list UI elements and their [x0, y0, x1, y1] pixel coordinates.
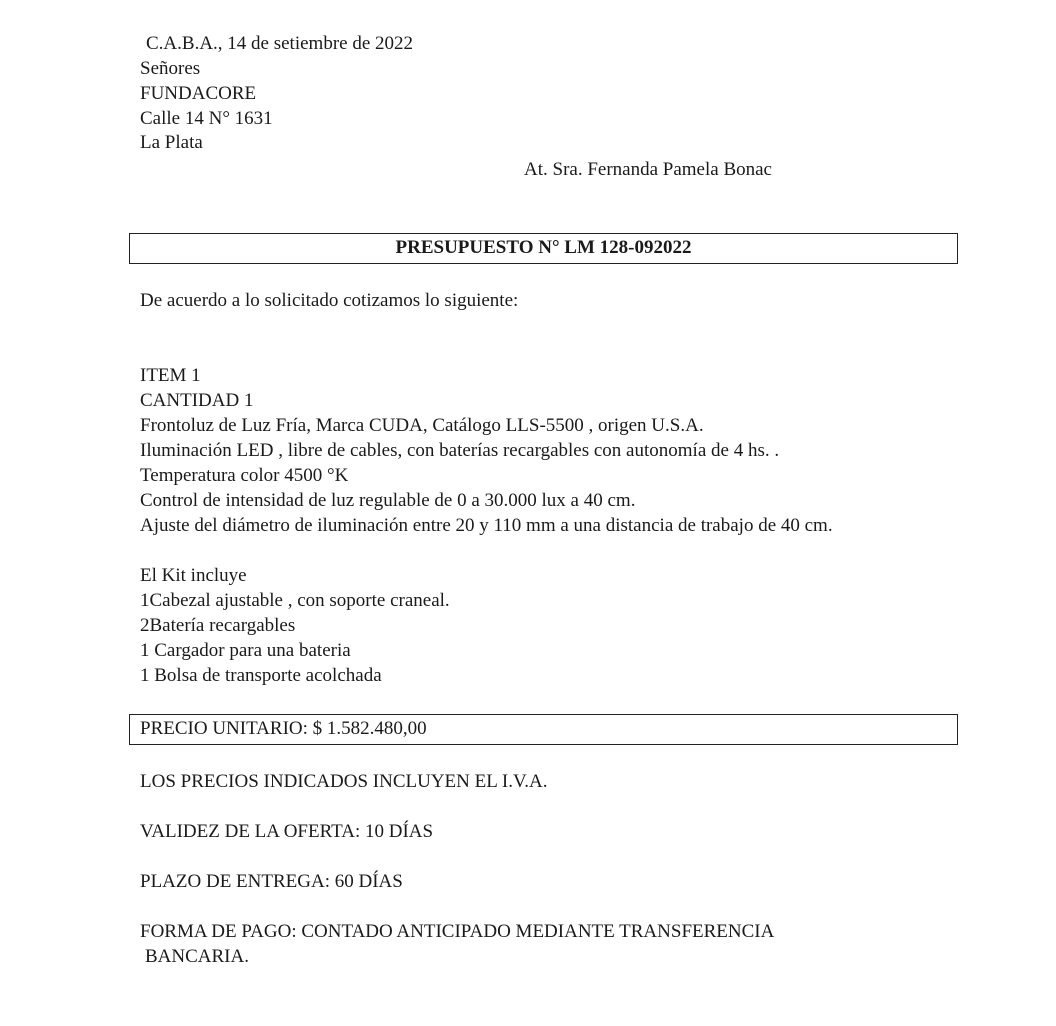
title-box [129, 233, 958, 264]
document-title: PRESUPUESTO N° LM 128-092022 [395, 237, 692, 258]
item-description-line: Temperatura color 4500 °K [140, 465, 349, 486]
delivery-term: PLAZO DE ENTREGA: 60 DÍAS [140, 871, 403, 892]
price-box [129, 714, 958, 745]
kit-heading: El Kit incluye [140, 565, 247, 586]
salutation: Señores [140, 58, 201, 79]
kit-item: 1 Cargador para una bateria [140, 640, 351, 661]
offer-validity: VALIDEZ DE LA OFERTA: 10 DÍAS [140, 821, 434, 842]
item-number: ITEM 1 [140, 365, 201, 386]
kit-item: 1 Bolsa de transporte acolchada [140, 665, 382, 686]
company-address: Calle 14 N° 1631 [140, 108, 273, 129]
attention-line: At. Sra. Fernanda Pamela Bonac [524, 159, 772, 180]
place-date: C.A.B.A., 14 de setiembre de 2022 [146, 33, 414, 54]
kit-item: 2Batería recargables [140, 615, 296, 636]
item-description-line: Control de intensidad de luz regulable de 0 a 30.000 lux a 40 cm. [140, 490, 636, 511]
company-name: FUNDACORE [140, 83, 257, 104]
item-quantity: CANTIDAD 1 [140, 390, 254, 411]
item-description-line: Frontoluz de Luz Fría, Marca CUDA, Catálogo LLS-5500 , origen U.S.A. [140, 415, 704, 436]
item-description-line: Ajuste del diámetro de iluminación entre 20 y 110 mm a una distancia de trabajo de 40 cm. [140, 515, 833, 536]
payment-terms: FORMA DE PAGO: CONTADO ANTICIPADO MEDIANTE TRANSFERENCIA [140, 921, 775, 942]
kit-item: 1Cabezal ajustable , con soporte craneal. [140, 590, 450, 611]
intro-text: De acuerdo a lo solicitado cotizamos lo siguiente: [140, 290, 519, 311]
unit-price: PRECIO UNITARIO: $ 1.582.480,00 [140, 718, 427, 739]
item-description-line: Iluminación LED , libre de cables, con baterías recargables con autonomía de 4 hs. . [140, 440, 780, 461]
company-city: La Plata [140, 132, 203, 153]
iva-note: LOS PRECIOS INDICADOS INCLUYEN EL I.V.A. [140, 771, 548, 792]
payment-terms-continued: BANCARIA. [145, 946, 249, 967]
